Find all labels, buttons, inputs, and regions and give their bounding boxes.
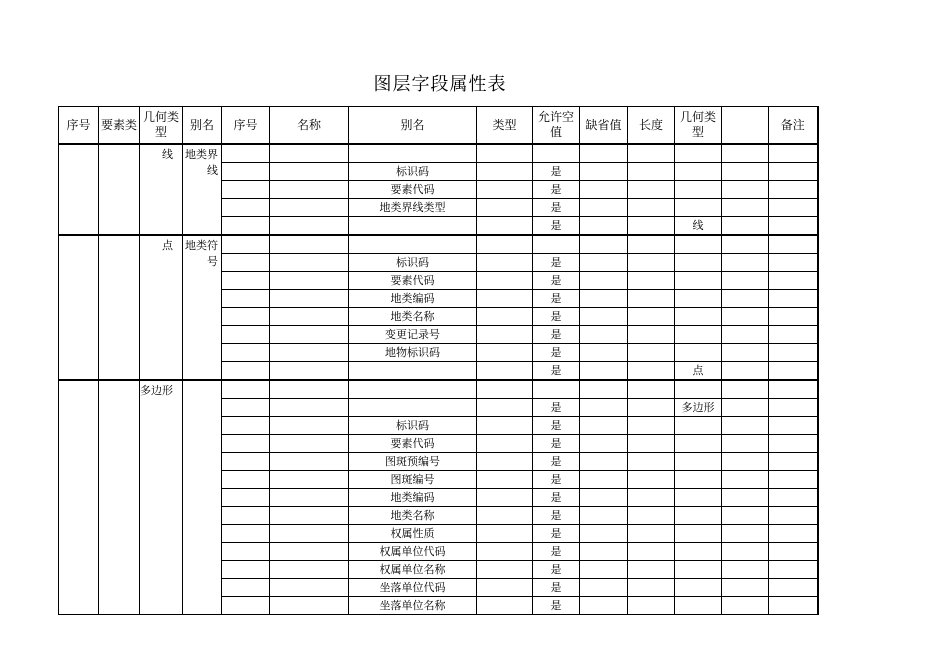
- layer-index-cell: [59, 380, 99, 615]
- feature-class-cell: [99, 144, 140, 235]
- field-type-cell: [477, 489, 533, 507]
- field-remark-cell: [769, 272, 818, 290]
- field-default-cell: [580, 525, 628, 543]
- field-index-cell: [222, 380, 270, 399]
- field-length-cell: [628, 561, 675, 579]
- field-geometry-cell: [675, 308, 722, 326]
- field-alias-cell: 标识码: [349, 254, 477, 272]
- field-alias-cell: 要素代码: [349, 181, 477, 199]
- field-type-cell: [477, 435, 533, 453]
- field-length-cell: [628, 181, 675, 199]
- field-blank-cell: [722, 507, 769, 525]
- field-nullable-cell: 是: [533, 163, 580, 181]
- field-remark-cell: [769, 597, 818, 615]
- field-remark-cell: [769, 453, 818, 471]
- field-nullable-cell: 是: [533, 308, 580, 326]
- field-alias-cell: [349, 144, 477, 163]
- layer-geometry-cell: 点: [140, 235, 183, 380]
- field-remark-cell: [769, 144, 818, 163]
- field-name-cell: [270, 144, 349, 163]
- field-length-cell: [628, 579, 675, 597]
- field-type-cell: [477, 507, 533, 525]
- field-blank-cell: [722, 561, 769, 579]
- column-header: 别名: [349, 107, 477, 145]
- field-nullable-cell: 是: [533, 362, 580, 381]
- field-geometry-cell: [675, 144, 722, 163]
- field-length-cell: [628, 507, 675, 525]
- field-blank-cell: [722, 272, 769, 290]
- layer-alias-cell: [183, 380, 222, 615]
- field-blank-cell: [722, 217, 769, 236]
- field-alias-cell: 权属单位名称: [349, 561, 477, 579]
- field-alias-cell: [349, 217, 477, 236]
- field-blank-cell: [722, 543, 769, 561]
- field-geometry-cell: [675, 290, 722, 308]
- field-length-cell: [628, 597, 675, 615]
- field-alias-cell: 标识码: [349, 163, 477, 181]
- field-length-cell: [628, 235, 675, 254]
- field-name-cell: [270, 181, 349, 199]
- field-length-cell: [628, 362, 675, 381]
- layer-alias-cell: 地类符号: [183, 235, 222, 380]
- field-default-cell: [580, 399, 628, 417]
- field-type-cell: [477, 308, 533, 326]
- field-index-cell: [222, 453, 270, 471]
- field-geometry-cell: [675, 417, 722, 435]
- field-name-cell: [270, 199, 349, 217]
- field-type-cell: [477, 399, 533, 417]
- field-alias-cell: [349, 235, 477, 254]
- field-index-cell: [222, 435, 270, 453]
- field-type-cell: [477, 561, 533, 579]
- field-nullable-cell: 是: [533, 181, 580, 199]
- field-name-cell: [270, 525, 349, 543]
- field-geometry-cell: [675, 579, 722, 597]
- field-remark-cell: [769, 254, 818, 272]
- field-index-cell: [222, 417, 270, 435]
- field-nullable-cell: 是: [533, 489, 580, 507]
- field-index-cell: [222, 272, 270, 290]
- field-nullable-cell: 是: [533, 344, 580, 362]
- field-remark-cell: [769, 471, 818, 489]
- field-blank-cell: [722, 525, 769, 543]
- field-alias-cell: 地类编码: [349, 489, 477, 507]
- field-alias-cell: 地类名称: [349, 308, 477, 326]
- field-type-cell: [477, 525, 533, 543]
- field-nullable-cell: 是: [533, 326, 580, 344]
- field-nullable-cell: [533, 380, 580, 399]
- field-remark-cell: [769, 199, 818, 217]
- field-type-cell: [477, 417, 533, 435]
- field-length-cell: [628, 543, 675, 561]
- field-geometry-cell: [675, 181, 722, 199]
- field-type-cell: [477, 290, 533, 308]
- field-length-cell: [628, 290, 675, 308]
- field-remark-cell: [769, 525, 818, 543]
- field-index-cell: [222, 597, 270, 615]
- field-remark-cell: [769, 362, 818, 381]
- layer-field-attribute-table: [58, 106, 819, 615]
- field-blank-cell: [722, 380, 769, 399]
- field-default-cell: [580, 290, 628, 308]
- field-name-cell: [270, 543, 349, 561]
- field-index-cell: [222, 525, 270, 543]
- field-remark-cell: [769, 489, 818, 507]
- field-remark-cell: [769, 344, 818, 362]
- column-header: 序号: [59, 107, 99, 145]
- field-type-cell: [477, 543, 533, 561]
- field-blank-cell: [722, 144, 769, 163]
- field-remark-cell: [769, 163, 818, 181]
- field-default-cell: [580, 217, 628, 236]
- field-default-cell: [580, 597, 628, 615]
- field-name-cell: [270, 507, 349, 525]
- field-index-cell: [222, 235, 270, 254]
- field-alias-cell: [349, 399, 477, 417]
- field-name-cell: [270, 453, 349, 471]
- field-blank-cell: [722, 235, 769, 254]
- field-blank-cell: [722, 453, 769, 471]
- field-blank-cell: [722, 579, 769, 597]
- field-remark-cell: [769, 579, 818, 597]
- table-row: [59, 235, 818, 254]
- field-remark-cell: [769, 417, 818, 435]
- field-geometry-cell: [675, 453, 722, 471]
- field-name-cell: [270, 308, 349, 326]
- field-length-cell: [628, 489, 675, 507]
- column-header: 允许空值: [533, 107, 580, 145]
- column-header: 备注: [769, 107, 818, 145]
- field-index-cell: [222, 561, 270, 579]
- field-nullable-cell: 是: [533, 435, 580, 453]
- field-geometry-cell: 点: [675, 362, 722, 381]
- column-header: 缺省值: [580, 107, 628, 145]
- field-type-cell: [477, 362, 533, 381]
- field-name-cell: [270, 471, 349, 489]
- field-default-cell: [580, 163, 628, 181]
- field-blank-cell: [722, 362, 769, 381]
- field-name-cell: [270, 272, 349, 290]
- field-length-cell: [628, 380, 675, 399]
- field-default-cell: [580, 417, 628, 435]
- field-remark-cell: [769, 435, 818, 453]
- field-length-cell: [628, 399, 675, 417]
- field-blank-cell: [722, 290, 769, 308]
- field-default-cell: [580, 453, 628, 471]
- field-geometry-cell: 多边形: [675, 399, 722, 417]
- field-blank-cell: [722, 163, 769, 181]
- field-geometry-cell: [675, 471, 722, 489]
- field-default-cell: [580, 380, 628, 399]
- field-alias-cell: 权属单位代码: [349, 543, 477, 561]
- field-type-cell: [477, 254, 533, 272]
- field-geometry-cell: [675, 344, 722, 362]
- field-default-cell: [580, 199, 628, 217]
- field-nullable-cell: 是: [533, 525, 580, 543]
- field-default-cell: [580, 344, 628, 362]
- field-index-cell: [222, 199, 270, 217]
- field-blank-cell: [722, 417, 769, 435]
- field-remark-cell: [769, 399, 818, 417]
- field-blank-cell: [722, 199, 769, 217]
- field-name-cell: [270, 344, 349, 362]
- field-blank-cell: [722, 326, 769, 344]
- field-geometry-cell: [675, 435, 722, 453]
- field-length-cell: [628, 199, 675, 217]
- field-nullable-cell: 是: [533, 417, 580, 435]
- field-default-cell: [580, 144, 628, 163]
- field-index-cell: [222, 326, 270, 344]
- feature-class-cell: [99, 380, 140, 615]
- field-type-cell: [477, 453, 533, 471]
- field-default-cell: [580, 435, 628, 453]
- field-type-cell: [477, 199, 533, 217]
- field-geometry-cell: [675, 543, 722, 561]
- field-name-cell: [270, 435, 349, 453]
- field-length-cell: [628, 326, 675, 344]
- field-index-cell: [222, 163, 270, 181]
- field-nullable-cell: 是: [533, 543, 580, 561]
- field-default-cell: [580, 471, 628, 489]
- field-default-cell: [580, 561, 628, 579]
- layer-alias-cell: 地类界线: [183, 144, 222, 235]
- field-alias-cell: [349, 362, 477, 381]
- field-nullable-cell: 是: [533, 507, 580, 525]
- field-nullable-cell: 是: [533, 597, 580, 615]
- field-name-cell: [270, 326, 349, 344]
- field-type-cell: [477, 181, 533, 199]
- field-index-cell: [222, 489, 270, 507]
- field-geometry-cell: [675, 597, 722, 615]
- field-alias-cell: 标识码: [349, 417, 477, 435]
- field-index-cell: [222, 144, 270, 163]
- field-type-cell: [477, 217, 533, 236]
- field-type-cell: [477, 235, 533, 254]
- field-nullable-cell: [533, 144, 580, 163]
- field-index-cell: [222, 579, 270, 597]
- field-geometry-cell: [675, 199, 722, 217]
- field-geometry-cell: [675, 561, 722, 579]
- field-geometry-cell: 线: [675, 217, 722, 236]
- field-blank-cell: [722, 308, 769, 326]
- layer-geometry-cell: 线: [140, 144, 183, 235]
- field-index-cell: [222, 399, 270, 417]
- field-index-cell: [222, 290, 270, 308]
- field-alias-cell: [349, 380, 477, 399]
- layer-index-cell: [59, 235, 99, 380]
- field-nullable-cell: 是: [533, 471, 580, 489]
- field-default-cell: [580, 326, 628, 344]
- field-length-cell: [628, 308, 675, 326]
- field-blank-cell: [722, 471, 769, 489]
- field-alias-cell: 要素代码: [349, 272, 477, 290]
- field-nullable-cell: 是: [533, 254, 580, 272]
- field-default-cell: [580, 543, 628, 561]
- field-type-cell: [477, 471, 533, 489]
- field-default-cell: [580, 489, 628, 507]
- field-index-cell: [222, 471, 270, 489]
- field-type-cell: [477, 597, 533, 615]
- field-index-cell: [222, 254, 270, 272]
- field-remark-cell: [769, 290, 818, 308]
- table-body: [59, 144, 818, 615]
- field-nullable-cell: 是: [533, 199, 580, 217]
- field-geometry-cell: [675, 326, 722, 344]
- field-nullable-cell: 是: [533, 290, 580, 308]
- field-default-cell: [580, 362, 628, 381]
- field-remark-cell: [769, 308, 818, 326]
- field-length-cell: [628, 417, 675, 435]
- field-index-cell: [222, 217, 270, 236]
- field-blank-cell: [722, 399, 769, 417]
- field-name-cell: [270, 597, 349, 615]
- page-title: 图层字段属性表: [373, 74, 507, 95]
- field-name-cell: [270, 217, 349, 236]
- field-alias-cell: 图斑编号: [349, 471, 477, 489]
- field-alias-cell: 地类名称: [349, 507, 477, 525]
- field-length-cell: [628, 254, 675, 272]
- field-nullable-cell: 是: [533, 272, 580, 290]
- field-default-cell: [580, 507, 628, 525]
- field-alias-cell: 变更记录号: [349, 326, 477, 344]
- field-index-cell: [222, 362, 270, 381]
- field-name-cell: [270, 399, 349, 417]
- field-geometry-cell: [675, 235, 722, 254]
- field-type-cell: [477, 272, 533, 290]
- column-header: 类型: [477, 107, 533, 145]
- field-default-cell: [580, 181, 628, 199]
- field-alias-cell: 地类编码: [349, 290, 477, 308]
- field-default-cell: [580, 308, 628, 326]
- column-header: 要素类: [99, 107, 140, 145]
- field-remark-cell: [769, 543, 818, 561]
- column-header: 几何类型: [675, 107, 722, 145]
- field-geometry-cell: [675, 254, 722, 272]
- column-header: 序号: [222, 107, 270, 145]
- field-alias-cell: 权属性质: [349, 525, 477, 543]
- field-default-cell: [580, 272, 628, 290]
- layer-index-cell: [59, 144, 99, 235]
- field-nullable-cell: 是: [533, 399, 580, 417]
- field-type-cell: [477, 344, 533, 362]
- field-geometry-cell: [675, 163, 722, 181]
- field-default-cell: [580, 254, 628, 272]
- field-nullable-cell: 是: [533, 561, 580, 579]
- feature-class-cell: [99, 235, 140, 380]
- table-row: [59, 144, 818, 163]
- field-type-cell: [477, 163, 533, 181]
- field-blank-cell: [722, 435, 769, 453]
- field-name-cell: [270, 561, 349, 579]
- field-default-cell: [580, 235, 628, 254]
- field-remark-cell: [769, 235, 818, 254]
- column-header: 长度: [628, 107, 675, 145]
- field-alias-cell: 图斑预编号: [349, 453, 477, 471]
- column-header: 名称: [270, 107, 349, 145]
- field-name-cell: [270, 417, 349, 435]
- field-remark-cell: [769, 326, 818, 344]
- field-index-cell: [222, 308, 270, 326]
- field-name-cell: [270, 489, 349, 507]
- field-length-cell: [628, 344, 675, 362]
- field-geometry-cell: [675, 525, 722, 543]
- field-alias-cell: 坐落单位代码: [349, 579, 477, 597]
- field-name-cell: [270, 254, 349, 272]
- field-blank-cell: [722, 344, 769, 362]
- field-remark-cell: [769, 561, 818, 579]
- field-alias-cell: 地类界线类型: [349, 199, 477, 217]
- field-length-cell: [628, 217, 675, 236]
- field-length-cell: [628, 525, 675, 543]
- field-type-cell: [477, 144, 533, 163]
- field-index-cell: [222, 344, 270, 362]
- field-length-cell: [628, 435, 675, 453]
- field-length-cell: [628, 272, 675, 290]
- field-geometry-cell: [675, 272, 722, 290]
- field-name-cell: [270, 163, 349, 181]
- field-length-cell: [628, 163, 675, 181]
- field-remark-cell: [769, 380, 818, 399]
- column-header: 几何类型: [140, 107, 183, 145]
- field-name-cell: [270, 579, 349, 597]
- field-remark-cell: [769, 181, 818, 199]
- field-length-cell: [628, 144, 675, 163]
- field-nullable-cell: 是: [533, 579, 580, 597]
- field-index-cell: [222, 507, 270, 525]
- field-index-cell: [222, 543, 270, 561]
- layer-geometry-cell: 多边形: [140, 380, 183, 615]
- field-nullable-cell: 是: [533, 217, 580, 236]
- field-geometry-cell: [675, 489, 722, 507]
- column-header: 别名: [183, 107, 222, 145]
- field-geometry-cell: [675, 507, 722, 525]
- field-remark-cell: [769, 217, 818, 236]
- field-geometry-cell: [675, 380, 722, 399]
- field-alias-cell: 坐落单位名称: [349, 597, 477, 615]
- header-row: [59, 107, 818, 145]
- field-nullable-cell: [533, 235, 580, 254]
- field-length-cell: [628, 471, 675, 489]
- field-name-cell: [270, 362, 349, 381]
- field-name-cell: [270, 235, 349, 254]
- field-default-cell: [580, 579, 628, 597]
- field-index-cell: [222, 181, 270, 199]
- field-blank-cell: [722, 254, 769, 272]
- field-alias-cell: 地物标识码: [349, 344, 477, 362]
- field-type-cell: [477, 380, 533, 399]
- field-blank-cell: [722, 489, 769, 507]
- field-length-cell: [628, 453, 675, 471]
- field-type-cell: [477, 326, 533, 344]
- column-header: [722, 107, 769, 145]
- field-alias-cell: 要素代码: [349, 435, 477, 453]
- table-row: [59, 380, 818, 399]
- field-type-cell: [477, 579, 533, 597]
- field-name-cell: [270, 290, 349, 308]
- field-blank-cell: [722, 181, 769, 199]
- field-blank-cell: [722, 597, 769, 615]
- field-nullable-cell: 是: [533, 453, 580, 471]
- field-remark-cell: [769, 507, 818, 525]
- field-name-cell: [270, 380, 349, 399]
